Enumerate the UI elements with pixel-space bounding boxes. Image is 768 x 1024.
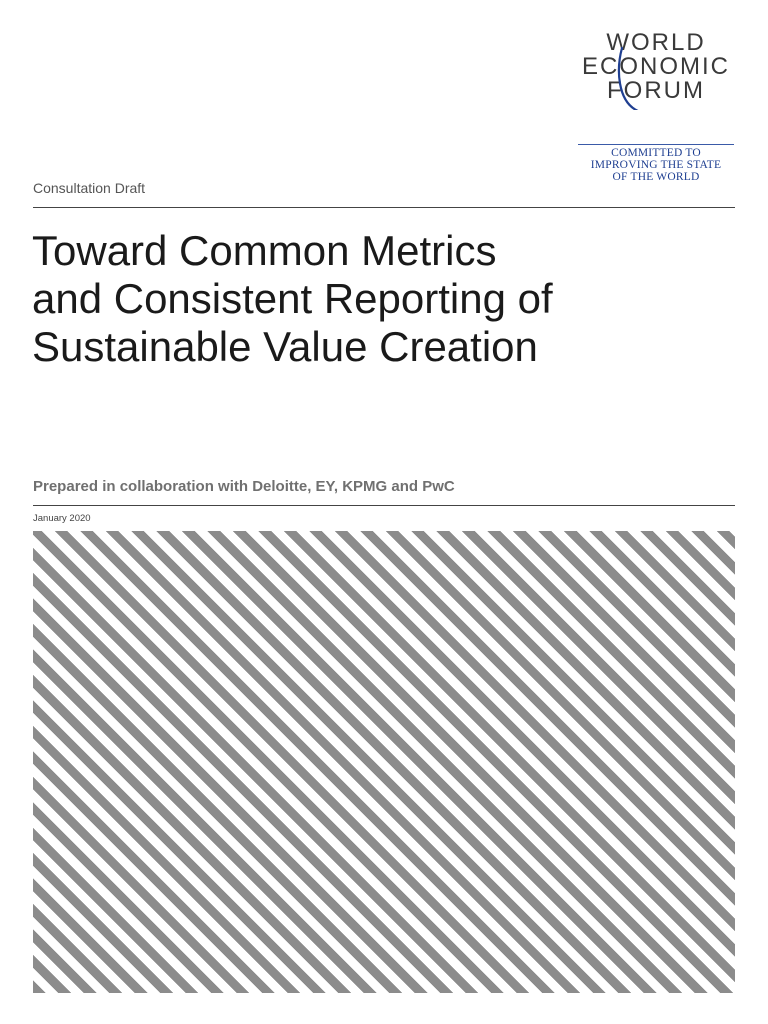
title-line: Sustainable Value Creation: [32, 323, 538, 370]
logo-arc-icon: [576, 30, 736, 110]
title-line: and Consistent Reporting of: [32, 275, 553, 322]
logo-tagline-line: IMPROVING THE STATE: [590, 159, 722, 171]
document-title: [32, 227, 732, 371]
wef-logo: [576, 30, 736, 186]
draft-status-label: Consultation Draft: [33, 180, 146, 196]
title-line: Toward Common Metrics: [32, 227, 497, 274]
divider: [33, 207, 735, 208]
logo-tagline-line: COMMITTED TO: [611, 147, 701, 159]
logo-tagline-rule: [578, 144, 734, 145]
logo-tagline-line: OF THE WORLD: [612, 171, 700, 183]
publication-date: January 2020: [33, 513, 91, 524]
collaboration-note: Prepared in collaboration with Deloitte, EY, KPMG and PwC: [33, 478, 455, 495]
divider: [33, 505, 735, 506]
logo-word-economic: ECONOMIC: [582, 53, 730, 80]
logo-word-world: WORLD: [606, 29, 706, 56]
logo-word-forum: FORUM: [607, 77, 705, 104]
diagonal-stripe-pattern: [33, 531, 735, 993]
